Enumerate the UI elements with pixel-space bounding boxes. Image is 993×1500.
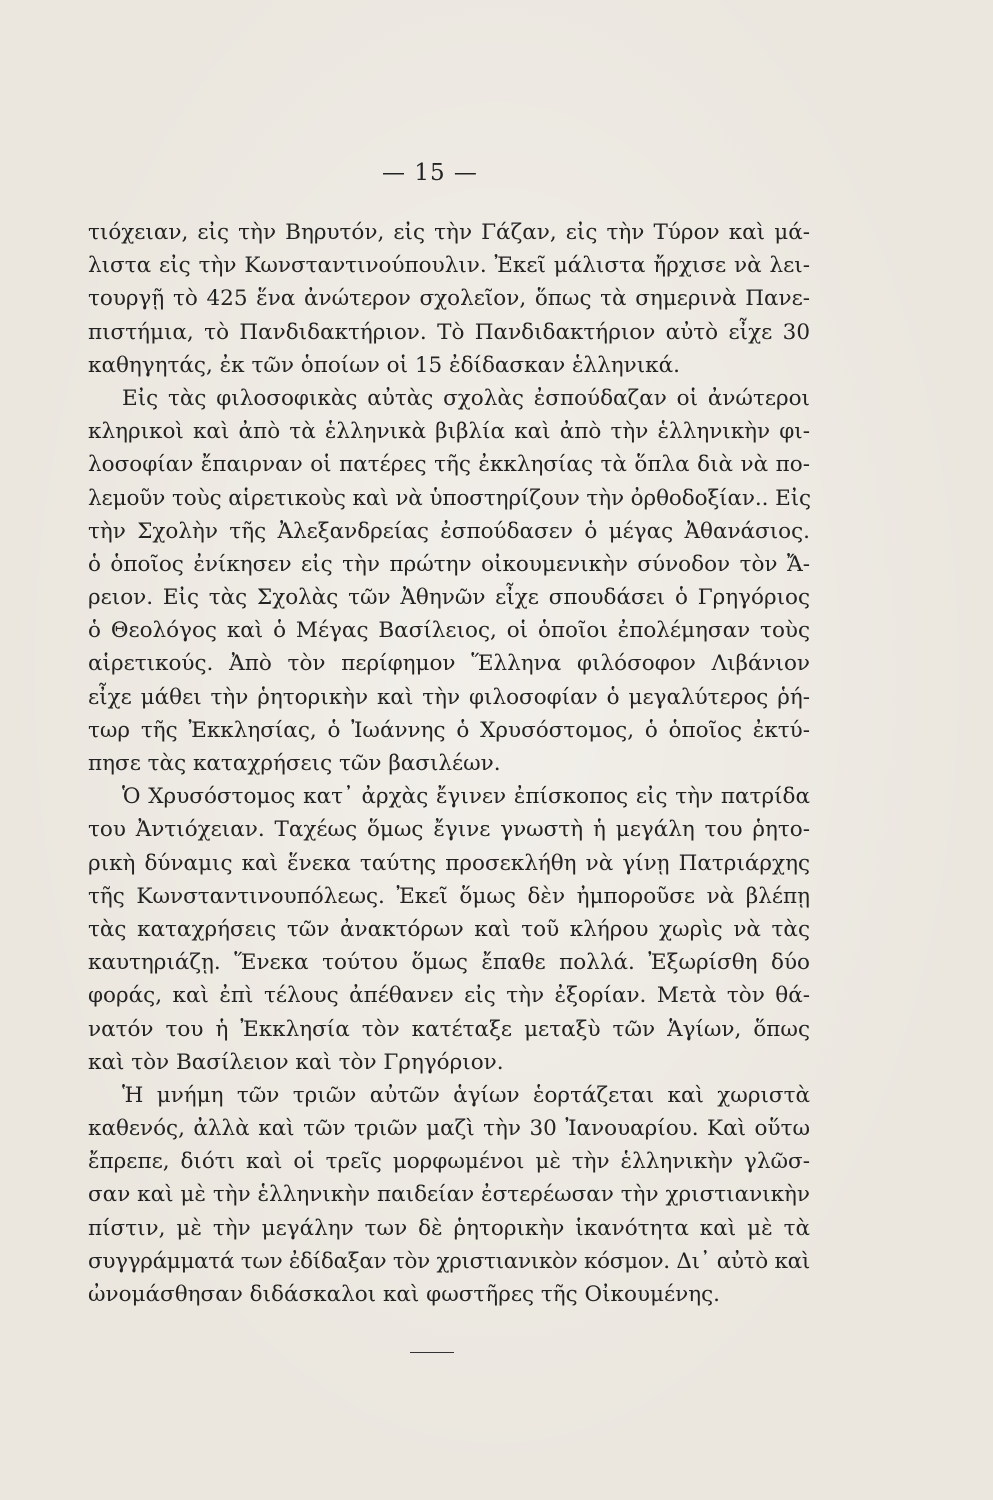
end-rule: [410, 1352, 454, 1353]
text-line: κληρικοὶ καὶ ἀπὸ τὰ ἑλληνικὰ βιβλία καὶ ἀπὸ τὴν ἑλληνικὴν φι-: [88, 419, 810, 445]
text-line: συγγράμματά των ἐδίδαξαν τὸν χριστιανικὸν κόσμον. Δι᾽ αὐτὸ καὶ: [88, 1248, 810, 1274]
text-line: τιόχειαν, εἰς τὴν Βηρυτόν, εἰς τὴν Γάζαν, εἰς τὴν Τύρον καὶ μά-: [88, 220, 810, 245]
text-line: του Ἀντιόχειαν. Ταχέως ὅμως ἔγινε γνωστὴ ἡ μεγάλη του ῥητο-: [88, 817, 810, 843]
text-line: πησε τὰς καταχρήσεις τῶν βασιλέων.: [88, 751, 501, 776]
text-line: ρικὴ δύναμις καὶ ἕνεκα ταύτης προσεκλήθη νὰ γίνῃ Πατριάρχης: [88, 850, 810, 876]
text-line: ὠνομάσθησαν διδάσκαλοι καὶ φωστῆρες τῆς Οἰκουμένης.: [88, 1282, 720, 1307]
text-line: Ὁ Χρυσόστομος κατ᾽ ἀρχὰς ἔγινεν ἐπίσκοπος εἰς τὴν πατρίδα: [122, 784, 810, 810]
text-line: ὁ ὁποῖος ἐνίκησεν εἰς τὴν πρώτην οἰκουμενικὴν σύνοδον τὸν Ἄ-: [88, 551, 810, 577]
text-line: τὴν Σχολὴν τῆς Ἀλεξανδρείας ἐσπούδασεν ὁ μέγας Ἀθανάσιος.: [88, 518, 810, 544]
paragraph: [88, 216, 810, 382]
text-line: σαν καὶ μὲ τὴν ἑλληνικὴν παιδείαν ἐστερέωσαν τὴν χριστιανικὴν: [88, 1182, 810, 1208]
text-line: τὰς καταχρήσεις τῶν ἀνακτόρων καὶ τοῦ κλήρου χωρὶς νὰ τὰς: [88, 916, 810, 942]
text-line: εἶχε μάθει τὴν ῥητορικὴν καὶ τὴν φιλοσοφίαν ὁ μεγαλύτερος ῥή-: [88, 684, 810, 710]
text-line: λοσοφίαν ἔπαιρναν οἱ πατέρες τῆς ἐκκλησίας τὰ ὅπλα διὰ νὰ πο-: [88, 452, 810, 478]
text-line: ρειον. Εἰς τὰς Σχολὰς τῶν Ἀθηνῶν εἶχε σπουδάσει ὁ Γρηγόριος: [88, 585, 810, 611]
body-text: [88, 216, 810, 1311]
text-line: τουργῇ τὸ 425 ἕνα ἀνώτερον σχολεῖον, ὅπως τὰ σημερινὰ Πανε-: [88, 286, 810, 312]
text-line: λιστα εἰς τὴν Κωνσταντινούπουλιν. Ἐκεῖ μάλιστα ἤρχισε νὰ λει-: [88, 253, 810, 279]
paragraph: [88, 1079, 810, 1311]
text-line: καὶ τὸν Βασίλειον καὶ τὸν Γρηγόριον.: [88, 1049, 504, 1075]
text-line: Ἡ μνήμη τῶν τριῶν αὐτῶν ἁγίων ἑορτάζεται καὶ χωριστὰ: [122, 1082, 810, 1108]
text-line: καθηγητάς, ἐκ τῶν ὁποίων οἱ 15 ἐδίδασκαν ἑλληνικά.: [88, 352, 680, 378]
text-line: ὁ Θεολόγος καὶ ὁ Μέγας Βασίλειος, οἱ ὁποῖοι ἐπολέμησαν τοὺς: [88, 618, 810, 644]
text-line: Εἰς τὰς φιλοσοφικὰς αὐτὰς σχολὰς ἐσπούδαζαν οἱ ἀνώτεροι: [122, 385, 810, 411]
text-line: καθενός, ἀλλὰ καὶ τῶν τριῶν μαζὶ τὴν 30 Ἰανουαρίου. Καὶ οὕτω: [88, 1116, 810, 1142]
paragraph: [88, 780, 810, 1079]
text-line: λεμοῦν τοὺς αἱρετικοὺς καὶ νὰ ὑποστηρίζουν τὴν ὀρθοδοξίαν.. Εἰς: [88, 485, 811, 511]
text-line: φοράς, καὶ ἐπὶ τέλους ἀπέθανεν εἰς τὴν ἐξορίαν. Μετὰ τὸν θά-: [88, 983, 810, 1009]
text-line: πιστήμια, τὸ Πανδιδακτήριον. Τὸ Πανδιδακτήριον αὐτὸ εἶχε 30: [88, 319, 810, 345]
text-line: πίστιν, μὲ τὴν μεγάλην των δὲ ῥητορικὴν ἱκανότητα καὶ μὲ τὰ: [88, 1215, 810, 1241]
text-line: νατόν του ἡ Ἐκκλησία τὸν κατέταξε μεταξὺ τῶν Ἁγίων, ὅπως: [88, 1016, 810, 1042]
text-line: αἱρετικούς. Ἀπὸ τὸν περίφημον Ἕλληνα φιλόσοφον Λιβάνιον: [88, 651, 810, 677]
text-line: καυτηριάζῃ. Ἕνεκα τούτου ὅμως ἔπαθε πολλά. Ἐξωρίσθη δύο: [88, 950, 810, 976]
text-line: τῆς Κωνσταντινουπόλεως. Ἐκεῖ ὅμως δὲν ἠμποροῦσε νὰ βλέπῃ: [88, 883, 810, 909]
text-line: τωρ τῆς Ἐκκλησίας, ὁ Ἰωάννης ὁ Χρυσόστομος, ὁ ὁποῖος ἐκτύ-: [88, 717, 810, 743]
page-number: — 15 —: [382, 160, 478, 186]
paragraph: [88, 382, 810, 780]
text-line: ἔπρεπε, διότι καὶ οἱ τρεῖς μορφωμένοι μὲ τὴν ἑλληνικὴν γλῶσ-: [88, 1149, 810, 1175]
